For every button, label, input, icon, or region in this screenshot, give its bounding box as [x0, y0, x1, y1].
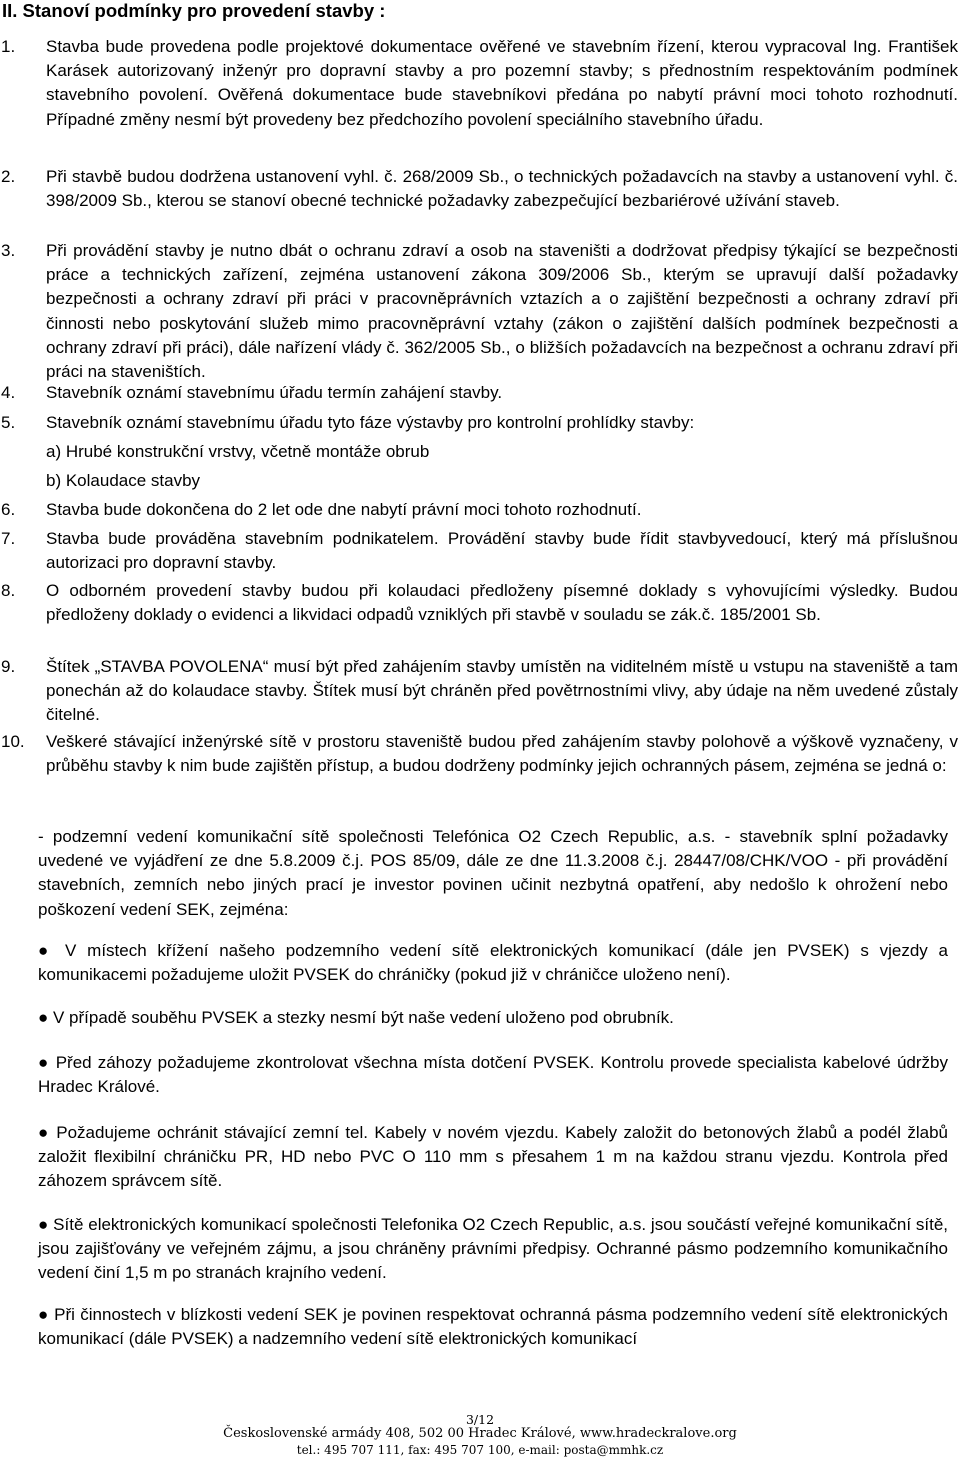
item-number: 7. — [1, 529, 16, 548]
condition-item-5: Stavebník oznámí stavebnímu úřadu tyto fáze výstavby pro kontrolní prohlídky stavby: — [46, 413, 695, 432]
condition-item-9: Štítek „STAVBA POVOLENA“ musí být před zahájením stavby umístěn na viditelném místě u vstupu na staveniště a tam ponechán až do kolaudace stavby. Štítek musí být chráněn před povětrnostními vlivy, aby údaje na něm uvedené zůstaly čitelné. — [46, 657, 958, 725]
section-heading: II. Stanoví podmínky pro provedení stavby : — [2, 0, 386, 21]
item-number: 10. — [1, 732, 25, 751]
condition-item-2: Při stavbě budou dodržena ustanovení vyhl. č. 268/2009 Sb., o technických požadavcích na stavby a ustanovení vyhl. č. 398/2009 Sb., kterou se stanoví obecné technické požadavky zabezpečující bezbariérové užívání staveb. — [46, 167, 958, 211]
condition-item-10: Veškeré stávající inženýrské sítě v prostoru staveniště budou před zahájením stavby polohově a výškově vyznačeny, v průběhu stavby k nim bude zajištěn přístup, a budou dodrženy podmínky jejich ochranných pásem, zejména se jedná o: — [46, 732, 958, 776]
item-number: 8. — [1, 581, 16, 600]
footer-contact: tel.: 495 707 111, fax: 495 707 100, e-mail: posta@mmhk.cz — [296, 1443, 664, 1457]
bullet-paragraph-4: ● Požadujeme ochránit stávající zemní tel. Kabely v novém vjezdu. Kabely založit do betonových žlabů a podél žlabů založit flexibilní chráničku PR, HD nebo PVC O 110 mm s přesahem 1 m na každou stranu vjezdu. Kontrola před záhozem správcem sítě. — [38, 1123, 948, 1191]
condition-item-3: Při provádění stavby je nutno dbát o ochranu zdraví a osob na staveništi a dodržovat předpisy týkající se bezpečnosti práce a technických zařízení, zejména ustanovení zákona 309/2006 Sb., kterým se upravují další požadavky bezpečnosti a ochrany zdraví při práci v pracovněprávních vztazích a o zajištění bezpečnosti a ochrany zdraví při činnosti nebo poskytování služeb mimo pracovněprávní vztahy (zákon o zajištění dalších podmínek bezpečnosti a ochrany zdraví při práci), dále nařízení vlády č. 362/2005 Sb., o bližších požadavcích na bezpečnost a ochranu zdraví při práci na staveništích. — [46, 241, 958, 382]
item-number: 9. — [1, 657, 16, 676]
bullet-paragraph-6: ● Při činnostech v blízkosti vedení SEK je povinen respektovat ochranná pásma podzemního vedení sítě elektronických komunikací (dále PVSEK) a nadzemního vedení sítě elektronických komunikací — [38, 1305, 948, 1349]
condition-item-4: Stavebník oznámí stavebnímu úřadu termín zahájení stavby. — [46, 383, 503, 402]
item-number: 2. — [1, 167, 16, 186]
condition-item-8: O odborném provedení stavby budou při kolaudaci předloženy písemné doklady s vyhovujícími výsledky. Budou předloženy doklady o evidenci a likvidaci odpadů vzniklých při stavbě v souladu se zák.č. 185/2001 Sb. — [46, 581, 958, 625]
condition-item-7: Stavba bude prováděna stavebním podnikatelem. Provádění stavby bude řídit stavbyvedoucí, který má příslušnou autorizaci pro dopravní stavby. — [46, 529, 958, 573]
item-number: 4. — [1, 383, 16, 402]
bullet-paragraph-2: ● V případě souběhu PVSEK a stezky nesmí být naše vedení uloženo pod obrubník. — [38, 1008, 674, 1027]
o2-network-paragraph: - podzemní vedení komunikační sítě společnosti Telefónica O2 Czech Republic, a.s. - stavebník splní požadavky uvedené ve vyjádření ze dne 5.8.2009 č.j. POS 85/09, dále ze dne 11.3.2008 č.j. 28447/08/CHK/VOO - při provádění stavebních, zemních nebo jiných prací je investor povinen učinit nezbytná opatření, aby nedošlo k ohrožení nebo poškození vedení SEK, zejména: — [38, 827, 948, 919]
condition-item-1: Stavba bude provedena podle projektové dokumentace ověřené ve stavebním řízení, kterou vypracoval Ing. František Karásek autorizovaný inženýr pro dopravní stavby a pro pozemní stavby; s přednostním respektováním podmínek stavebního povolení. Ověřená dokumentace bude stavebníkovi předána po nabytí právní moci tohoto rozhodnutí. Případné změny nesmí být provedeny bez předchozího povolení speciálního stavebního úřadu. — [46, 37, 958, 129]
bullet-paragraph-1: ● V místech křížení našeho podzemního vedení sítě elektronických komunikací (dále jen PVSEK) s vjezdy a komunikacemi požadujeme uložit PVSEK do chráničky (pokud již v chráničce uloženo není). — [38, 941, 948, 985]
item-number: 5. — [1, 413, 16, 432]
inspection-phase-b: b) Kolaudace stavby — [46, 471, 201, 490]
bullet-paragraph-3: ● Před záhozy požadujeme zkontrolovat všechna místa dotčení PVSEK. Kontrolu provede specialista kabelové údržby Hradec Králové. — [38, 1053, 948, 1097]
footer-address: Československé armády 408, 502 00 Hradec Králové, www.hradeckralove.org — [223, 1426, 737, 1441]
bullet-paragraph-5: ● Sítě elektronických komunikací společnosti Telefonika O2 Czech Republic, a.s. jsou součástí veřejné komunikační sítě, jsou zajišťovány ve veřejném zájmu, a jsou chráněny právními předpisy. Ochranné pásmo podzemního komunikačního vedení činí 1,5 m po stranách krajního vedení. — [38, 1215, 948, 1283]
page-number: 3/12 — [465, 1412, 495, 1427]
inspection-phase-a: a) Hrubé konstrukční vrstvy, včetně montáže obrub — [46, 442, 430, 461]
item-number: 6. — [1, 500, 16, 519]
item-number: 1. — [1, 37, 16, 56]
condition-item-6: Stavba bude dokončena do 2 let ode dne nabytí právní moci tohoto rozhodnutí. — [46, 500, 642, 519]
item-number: 3. — [1, 241, 16, 260]
